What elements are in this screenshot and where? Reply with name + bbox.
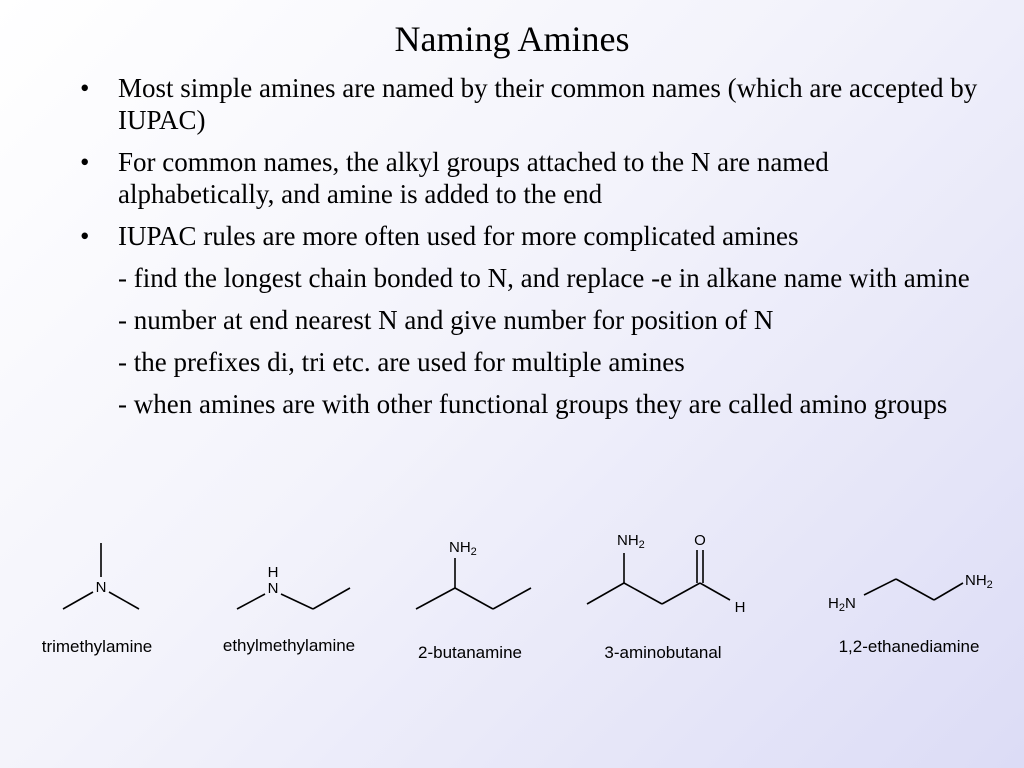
bond — [416, 588, 455, 609]
atom-label-h: H — [267, 564, 279, 581]
ethylmethylamine-structure — [223, 564, 355, 655]
bullet-item — [80, 72, 980, 136]
bullet-item — [80, 220, 980, 252]
slide-body — [80, 72, 980, 430]
bond — [864, 579, 896, 595]
molecule-name: 2-butanamine — [418, 643, 522, 662]
slide-title: Naming Amines — [394, 19, 630, 59]
bullet-text: IUPAC rules are more often used for more complicated amines — [118, 221, 799, 251]
bullet-item — [80, 146, 980, 210]
nh2-label: $NH_2$ — [617, 532, 645, 551]
molecule-name: 1,2-ethanediamine — [838, 637, 980, 656]
atom-label-n: N — [95, 579, 107, 596]
sub-point: - when amines are with other functional groups they are called amino groups — [118, 389, 948, 419]
bond — [281, 594, 313, 609]
bond — [455, 588, 493, 609]
structures-panel — [0, 520, 1024, 680]
bond — [896, 579, 934, 600]
bullet-text: For common names, the alkyl groups attached to the N are named alphabetically, and amine is added to the end — [118, 147, 829, 209]
bond — [109, 592, 139, 609]
bullet-dot: • — [80, 221, 90, 251]
molecule-name: ethylmethylamine — [222, 636, 356, 655]
bond — [934, 583, 963, 600]
trimethylamine-structure — [42, 543, 153, 656]
nh2-label: $NH_2$ — [965, 572, 993, 591]
bond — [624, 583, 662, 604]
sub-point: - number at end nearest N and give number for position of N — [118, 305, 774, 335]
bond — [587, 583, 624, 604]
aminobutanal-structure — [587, 532, 745, 662]
molecule-name: trimethylamine — [41, 637, 153, 656]
bond — [493, 588, 531, 609]
ethanediamine-structure — [828, 572, 993, 656]
sub-point: - find the longest chain bonded to N, and replace -e in alkane name with amine — [118, 263, 970, 293]
bond — [662, 583, 700, 604]
butanamine-structure — [416, 539, 531, 662]
atom-label-o: O — [694, 532, 706, 549]
bullet-text: Most simple amines are named by their common names (which are accepted by IUPAC) — [118, 73, 978, 135]
bond — [700, 583, 730, 600]
bullet-dot: • — [80, 147, 90, 177]
atom-label-h: H — [734, 599, 746, 616]
sub-point: - the prefixes di, tri etc. are used for multiple amines — [118, 347, 685, 377]
nh2-label: $NH_2$ — [449, 539, 477, 558]
bond — [313, 588, 350, 609]
bond — [63, 592, 93, 609]
bullet-dot: • — [80, 73, 90, 103]
h2n-label: $H_2N$ — [828, 595, 856, 614]
atom-label-n: N — [267, 580, 279, 597]
bond — [237, 594, 265, 609]
molecule-name: 3-aminobutanal — [604, 643, 722, 662]
